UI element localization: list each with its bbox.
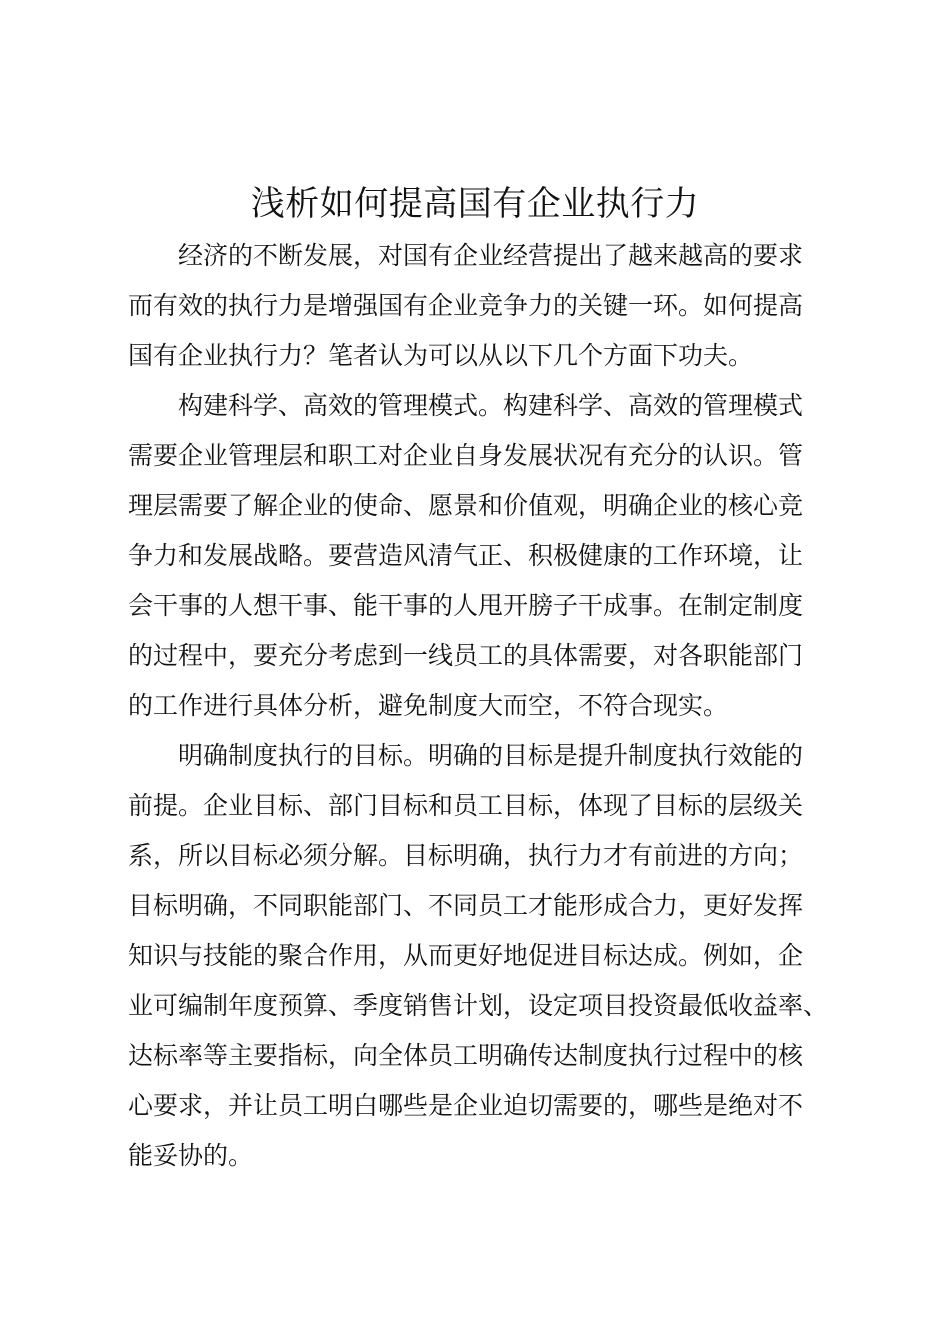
paragraph-line: 的工作进行具体分析，避免制度大而空，不符合现实。 (128, 691, 729, 720)
paragraph-line: 而有效的执行力是增强国有企业竞争力的关键一环。如何提高 (128, 291, 804, 320)
paragraph-line: 能妥协的。 (128, 1141, 254, 1170)
paragraph-line: 系，所以目标必须分解。目标明确，执行力才有前进的方向； (128, 841, 804, 870)
paragraph-line: 需要企业管理层和职工对企业自身发展状况有充分的认识。管 (128, 441, 804, 470)
paragraph-line: 经济的不断发展，对国有企业经营提出了越来越高的要求 (178, 241, 804, 270)
paragraph-execution-goals (128, 731, 836, 1181)
paragraph-line: 明确制度执行的目标。明确的目标是提升制度执行效能的 (178, 741, 804, 770)
paragraph-line: 知识与技能的聚合作用，从而更好地促进目标达成。例如，企 (128, 941, 804, 970)
paragraph-line: 前提。企业目标、部门目标和员工目标，体现了目标的层级关 (128, 791, 804, 820)
paragraph-line: 业可编制年度预算、季度销售计划，设定项目投资最低收益率、 (128, 991, 829, 1020)
paragraph-intro (128, 231, 836, 381)
document-body (128, 231, 836, 1181)
paragraph-line: 理层需要了解企业的使命、愿景和价值观，明确企业的核心竞 (128, 491, 804, 520)
paragraph-management-model (128, 381, 836, 731)
paragraph-line: 争力和发展战略。要营造风清气正、积极健康的工作环境，让 (128, 541, 804, 570)
paragraph-line: 目标明确，不同职能部门、不同员工才能形成合力，更好发挥 (128, 891, 804, 920)
paragraph-line: 国有企业执行力？笔者认为可以从以下几个方面下功夫。 (128, 341, 754, 370)
paragraph-line: 达标率等主要指标，向全体员工明确传达制度执行过程中的核 (128, 1041, 804, 1070)
paragraph-line: 的过程中，要充分考虑到一线员工的具体需要，对各职能部门 (128, 641, 804, 670)
paragraph-line: 构建科学、高效的管理模式。构建科学、高效的管理模式 (178, 391, 804, 420)
paragraph-line: 会干事的人想干事、能干事的人甩开膀子干成事。在制定制度 (128, 591, 804, 620)
paragraph-line: 心要求，并让员工明白哪些是企业迫切需要的，哪些是绝对不 (128, 1091, 804, 1120)
document-title: 浅析如何提高国有企业执行力 (250, 184, 700, 224)
